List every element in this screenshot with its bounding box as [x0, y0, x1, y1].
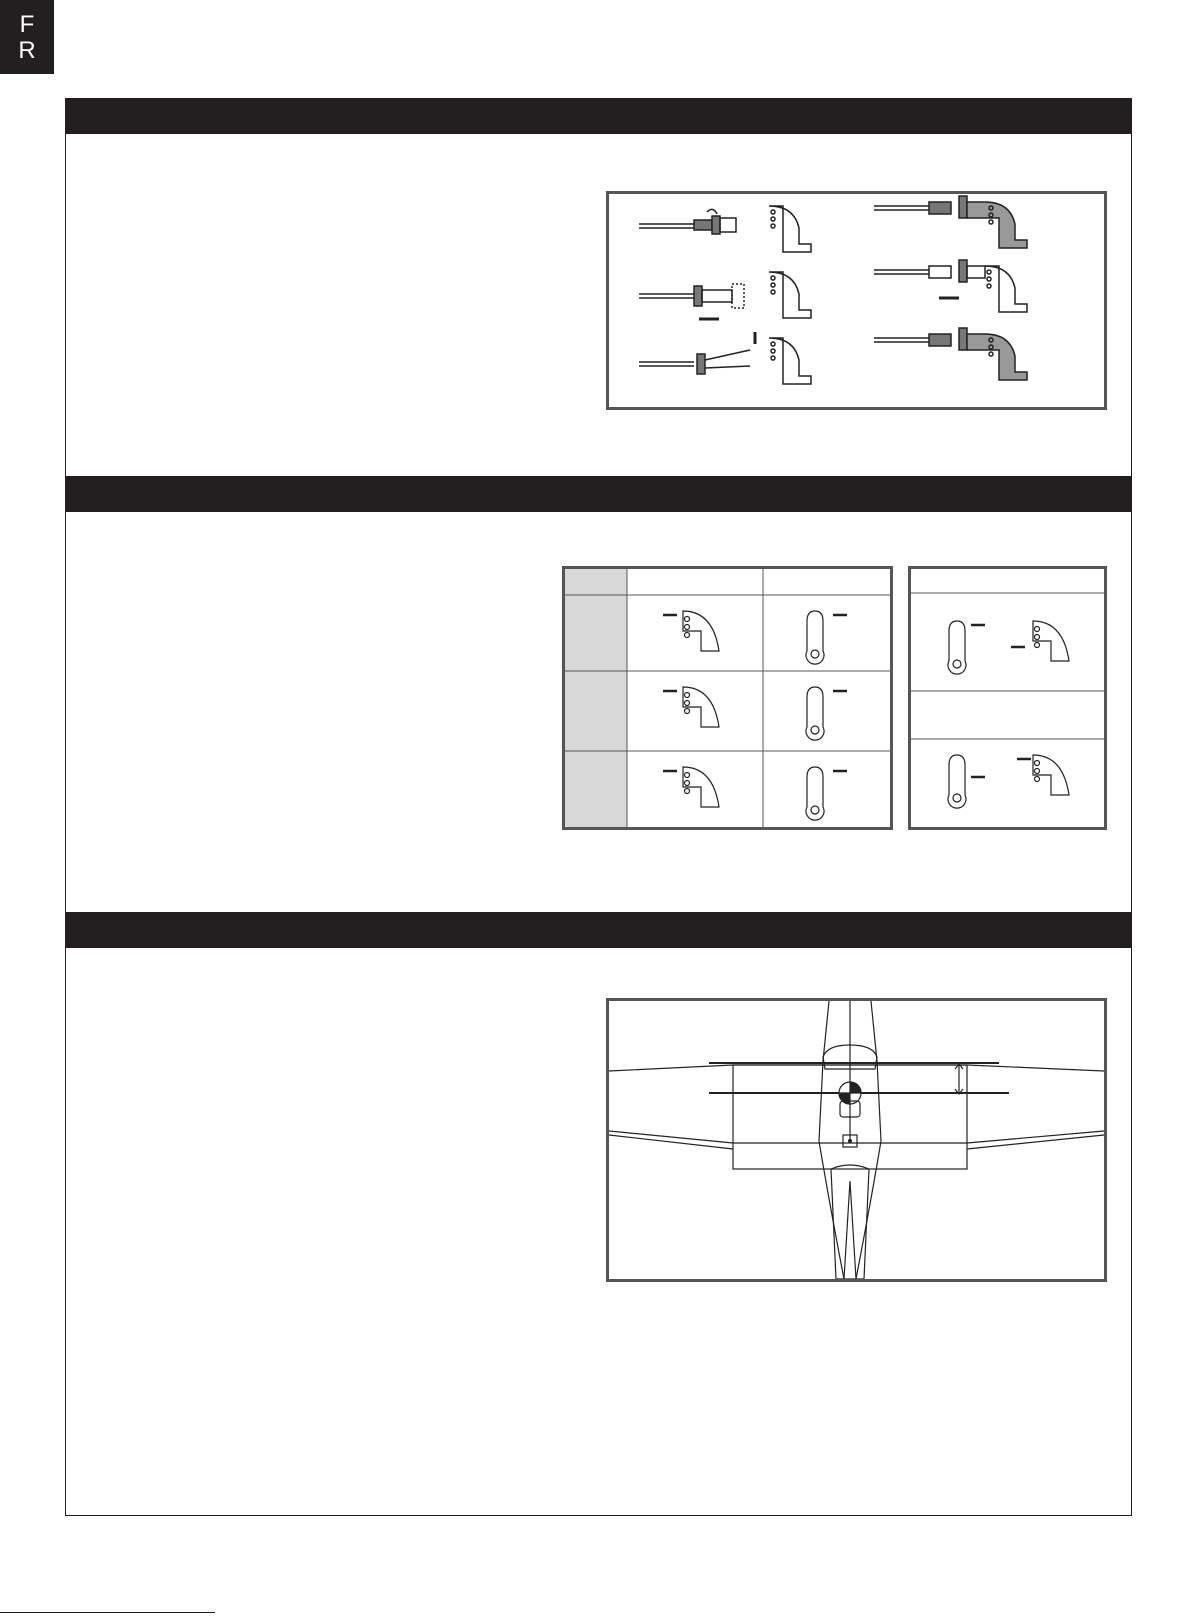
- section-bar-cg: [65, 912, 1132, 948]
- section-bar-linkage: [65, 98, 1132, 134]
- horn-settings-grid: [565, 569, 890, 827]
- language-tab: [0, 0, 54, 74]
- horn-adjustment-table: [908, 566, 1107, 830]
- aircraft-cg-diagram: [609, 1001, 1104, 1279]
- horn-adjustment-diagram: [911, 569, 1104, 827]
- section-bar-control-horn: [65, 476, 1132, 512]
- linkage-figure: [606, 191, 1107, 410]
- language-tab-letter-1: F: [19, 11, 35, 38]
- cg-figure: [606, 998, 1107, 1282]
- language-tab-letter-2: R: [18, 37, 36, 64]
- linkage-diagram: [609, 194, 1104, 407]
- horn-settings-table: [562, 566, 893, 830]
- footer-line: [0, 1612, 215, 1613]
